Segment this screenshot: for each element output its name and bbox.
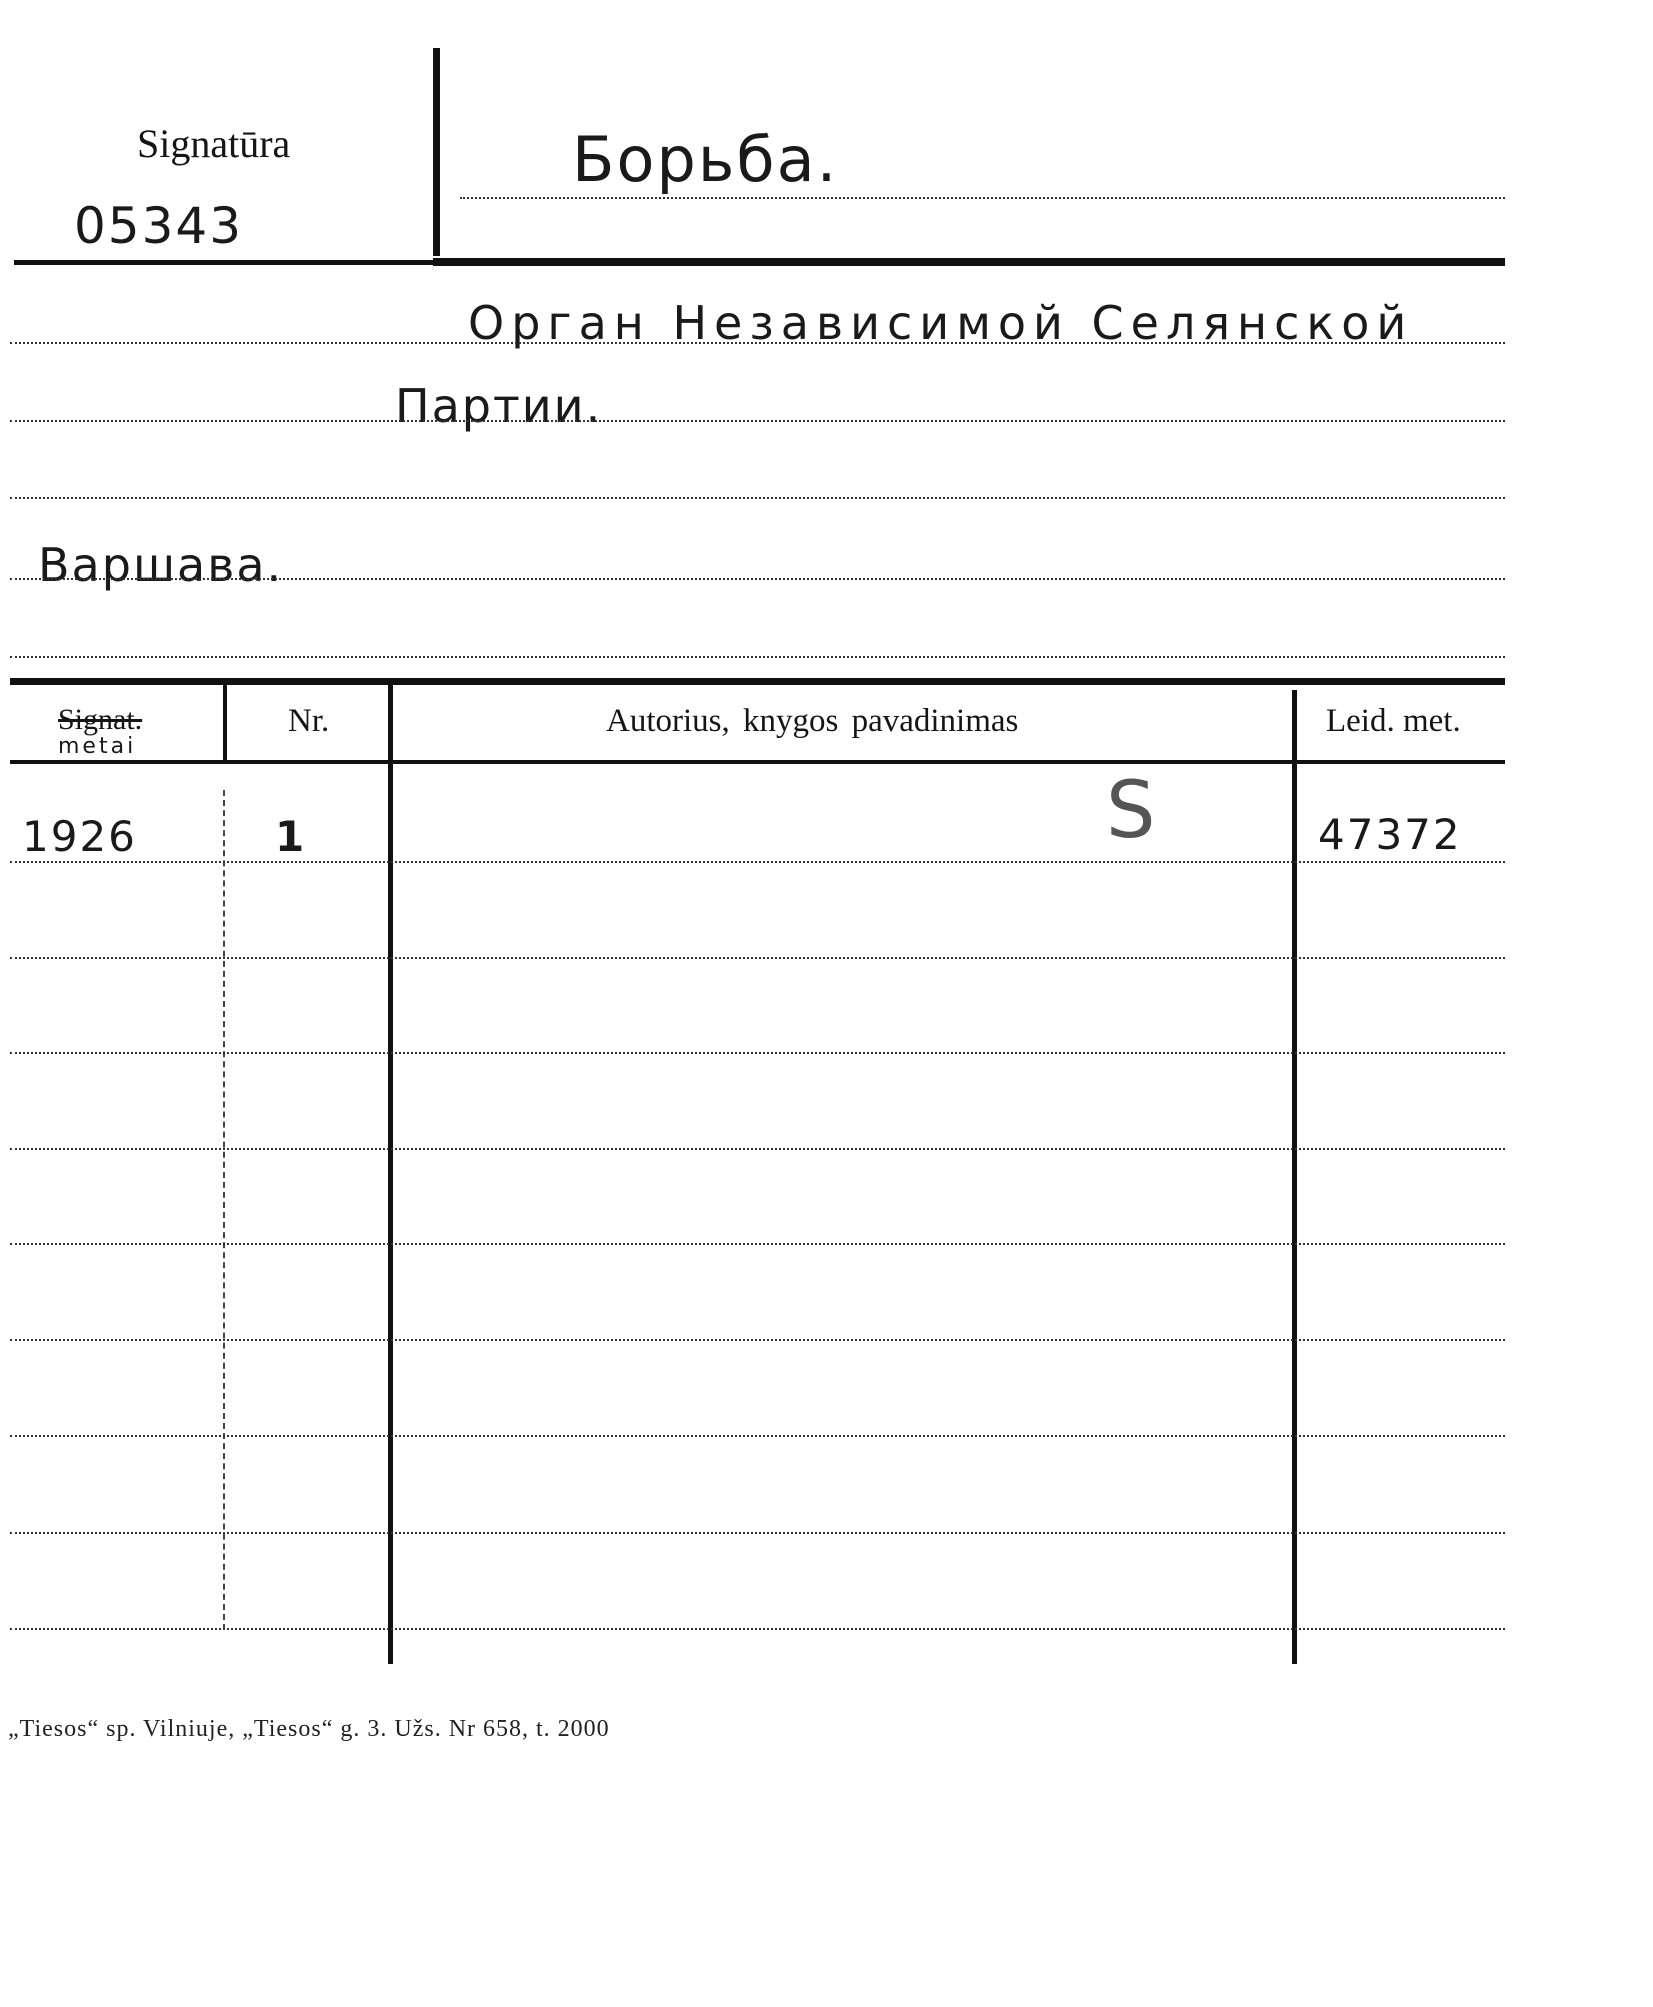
printer-imprint: „Tiesos“ sp. Vilniuje, „Tiesos“ g. 3. Užs. Nr 658, t. 2000 <box>8 1716 610 1742</box>
row-line-1 <box>10 861 1505 863</box>
row-line-8 <box>10 1532 1505 1534</box>
row-year: 1926 <box>22 812 137 861</box>
subtitle-line-2: Партии. <box>395 379 603 433</box>
header-signat-struck: Signat. <box>58 703 143 736</box>
place: Варшава. <box>38 538 284 592</box>
row-line-3 <box>10 1052 1505 1054</box>
row-line-6 <box>10 1339 1505 1341</box>
card-title: Борьба. <box>572 123 839 196</box>
row-nr: 1 <box>275 812 307 861</box>
table-col-sep-1-body <box>223 790 225 1630</box>
table-col-sep-1 <box>223 684 227 762</box>
table-header-bottom-rule <box>10 760 1505 764</box>
row-leid: 47372 <box>1318 810 1462 859</box>
subtitle-line-1: Орган Независимой Селянской <box>468 296 1414 350</box>
header-rule-left <box>14 260 438 265</box>
row-line-4 <box>10 1148 1505 1150</box>
row-line-5 <box>10 1243 1505 1245</box>
header-rule-right <box>433 258 1505 266</box>
header-metai-handwritten: metai <box>58 734 137 759</box>
header-vertical-rule <box>433 48 440 256</box>
header-nr: Nr. <box>288 703 330 739</box>
table-top-rule <box>10 678 1505 685</box>
signatura-label: Signatūra <box>137 121 291 166</box>
row-mark: S <box>1106 766 1158 856</box>
dotted-line-2 <box>10 420 1505 422</box>
table-col-sep-3 <box>1292 690 1297 1664</box>
row-line-9 <box>10 1628 1505 1630</box>
header-author-title: Autorius, knygos pavadinimas <box>606 703 1019 739</box>
dotted-line-5 <box>10 656 1505 658</box>
signatura-value: 05343 <box>74 197 244 255</box>
row-line-2 <box>10 957 1505 959</box>
header-leid-met: Leid. met. <box>1326 703 1461 739</box>
dotted-line-4 <box>10 578 1505 580</box>
row-line-7 <box>10 1435 1505 1437</box>
dotted-line-3 <box>10 497 1505 499</box>
title-dotted-line <box>460 197 1505 199</box>
table-col-sep-2 <box>388 684 393 1664</box>
dotted-line-1 <box>10 342 1505 344</box>
